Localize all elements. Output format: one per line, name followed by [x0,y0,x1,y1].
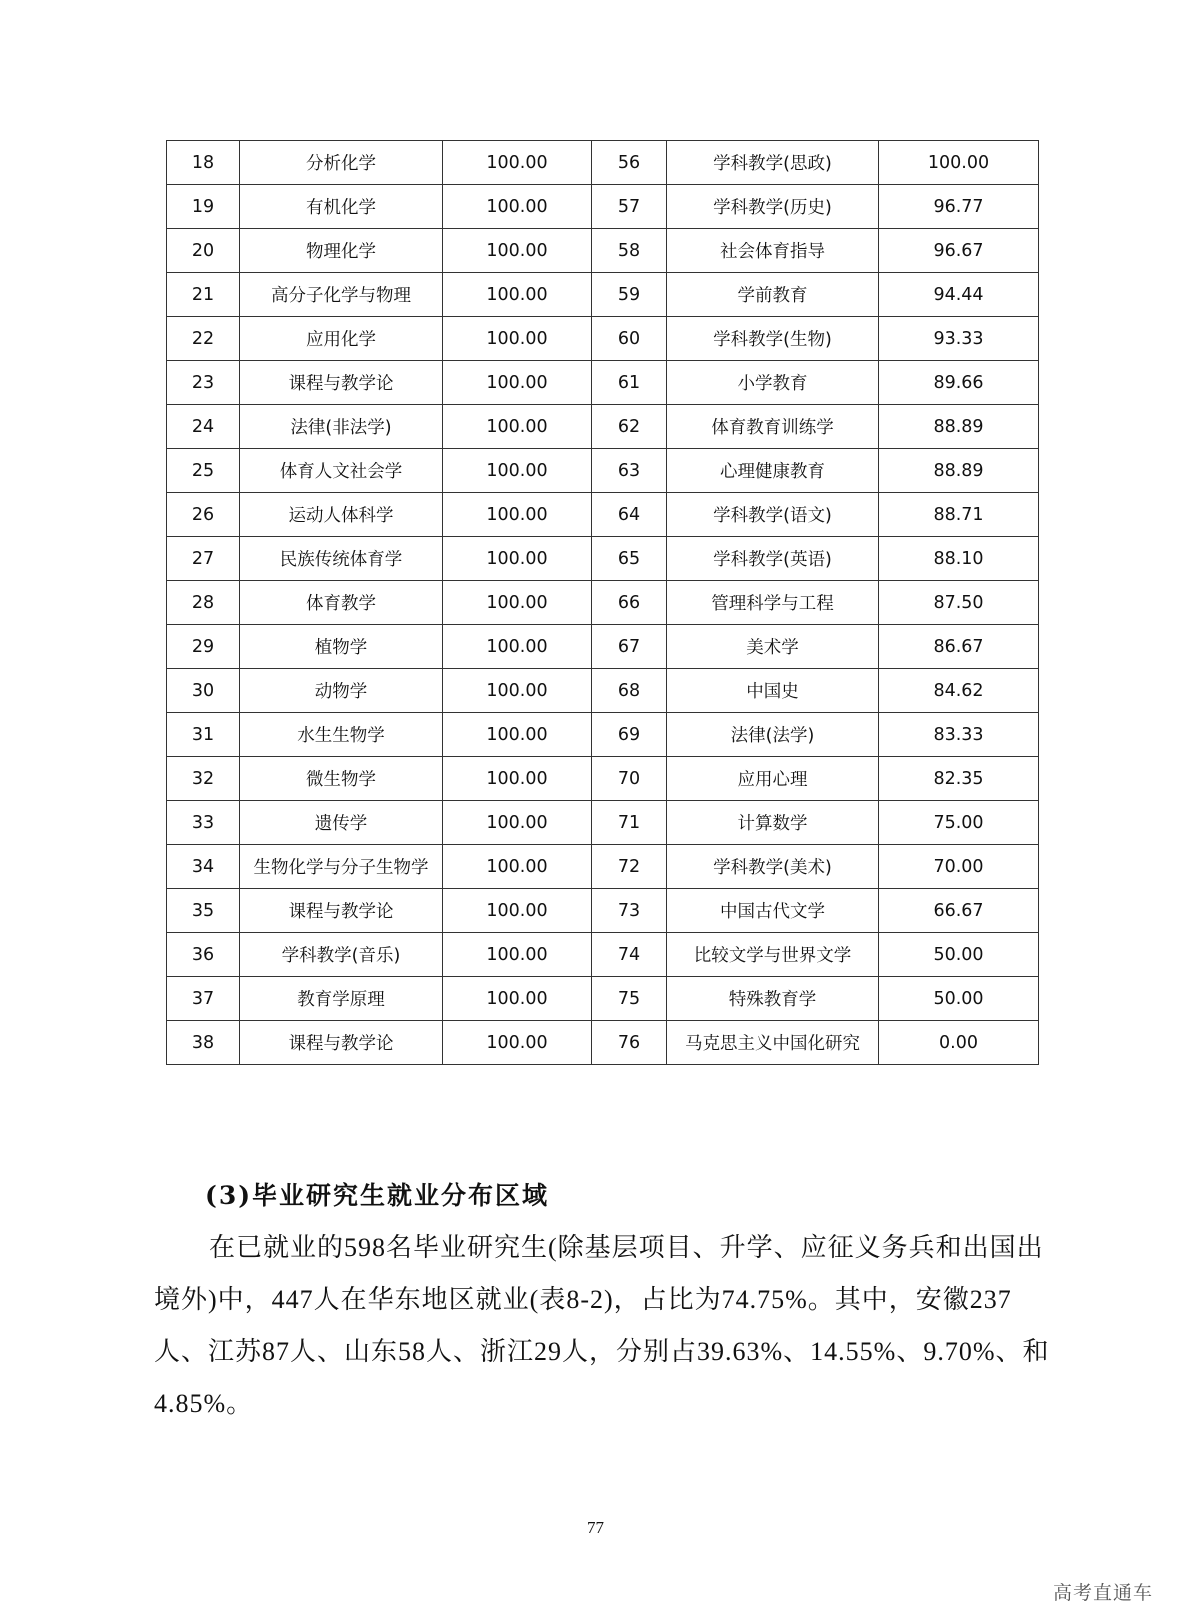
cell-employment-rate: 88.71 [879,493,1039,537]
cell-employment-rate: 100.00 [443,185,592,229]
section-paragraph: 在已就业的598名毕业研究生(除基层项目、升学、应征义务兵和出国出境外)中，447人在华东地区就业(表8-2)，占比为74.75%。其中，安徽237人、江苏87人、山东58人、浙江29人，分别占39.63%、14.55%、9.70%、和4.85%。 [154,1233,1050,1418]
table-row [167,757,1039,801]
cell-major-name: 植物学 [240,625,443,669]
cell-major-name: 学前教育 [667,273,879,317]
cell-employment-rate: 96.77 [879,185,1039,229]
cell-major-name: 特殊教育学 [667,977,879,1021]
cell-row-number: 68 [592,669,667,713]
cell-major-name: 体育教育训练学 [667,405,879,449]
cell-major-name: 分析化学 [240,141,443,185]
cell-major-name: 学科教学(美术) [667,845,879,889]
cell-major-name: 民族传统体育学 [240,537,443,581]
cell-row-number: 21 [167,273,240,317]
cell-major-name: 学科教学(思政) [667,141,879,185]
cell-employment-rate: 100.00 [443,405,592,449]
cell-employment-rate: 50.00 [879,933,1039,977]
cell-employment-rate: 100.00 [443,977,592,1021]
cell-major-name: 社会体育指导 [667,229,879,273]
cell-row-number: 69 [592,713,667,757]
cell-employment-rate: 96.67 [879,229,1039,273]
cell-row-number: 72 [592,845,667,889]
cell-employment-rate: 100.00 [443,801,592,845]
table-row [167,317,1039,361]
cell-major-name: 管理科学与工程 [667,581,879,625]
cell-row-number: 23 [167,361,240,405]
cell-row-number: 64 [592,493,667,537]
cell-major-name: 微生物学 [240,757,443,801]
table-row [167,713,1039,757]
cell-major-name: 学科教学(生物) [667,317,879,361]
cell-employment-rate: 87.50 [879,581,1039,625]
table-row [167,449,1039,493]
cell-row-number: 32 [167,757,240,801]
cell-row-number: 31 [167,713,240,757]
cell-employment-rate: 100.00 [443,933,592,977]
cell-row-number: 75 [592,977,667,1021]
cell-major-name: 计算数学 [667,801,879,845]
cell-row-number: 29 [167,625,240,669]
cell-row-number: 24 [167,405,240,449]
employment-rate-table [166,140,1039,1065]
cell-row-number: 26 [167,493,240,537]
cell-employment-rate: 93.33 [879,317,1039,361]
cell-row-number: 74 [592,933,667,977]
cell-major-name: 学科教学(音乐) [240,933,443,977]
cell-employment-rate: 50.00 [879,977,1039,1021]
table-row [167,933,1039,977]
cell-major-name: 教育学原理 [240,977,443,1021]
table-row [167,273,1039,317]
cell-employment-rate: 88.89 [879,449,1039,493]
cell-row-number: 58 [592,229,667,273]
table-row [167,581,1039,625]
cell-row-number: 25 [167,449,240,493]
cell-major-name: 应用心理 [667,757,879,801]
cell-row-number: 30 [167,669,240,713]
cell-row-number: 57 [592,185,667,229]
cell-major-name: 学科教学(英语) [667,537,879,581]
cell-major-name: 美术学 [667,625,879,669]
cell-row-number: 60 [592,317,667,361]
cell-employment-rate: 100.00 [443,273,592,317]
cell-row-number: 56 [592,141,667,185]
cell-row-number: 65 [592,537,667,581]
cell-major-name: 中国史 [667,669,879,713]
cell-employment-rate: 86.67 [879,625,1039,669]
cell-employment-rate: 100.00 [443,757,592,801]
cell-major-name: 心理健康教育 [667,449,879,493]
cell-employment-rate: 75.00 [879,801,1039,845]
cell-row-number: 63 [592,449,667,493]
cell-row-number: 61 [592,361,667,405]
cell-row-number: 33 [167,801,240,845]
cell-major-name: 水生生物学 [240,713,443,757]
table-row [167,889,1039,933]
table-row [167,977,1039,1021]
cell-row-number: 59 [592,273,667,317]
cell-employment-rate: 84.62 [879,669,1039,713]
cell-row-number: 37 [167,977,240,1021]
cell-major-name: 马克思主义中国化研究 [667,1021,879,1065]
cell-major-name: 动物学 [240,669,443,713]
cell-major-name: 运动人体科学 [240,493,443,537]
table-row [167,537,1039,581]
cell-major-name: 学科教学(历史) [667,185,879,229]
cell-employment-rate: 83.33 [879,713,1039,757]
cell-employment-rate: 0.00 [879,1021,1039,1065]
cell-employment-rate: 100.00 [443,1021,592,1065]
cell-employment-rate: 100.00 [443,493,592,537]
cell-major-name: 遗传学 [240,801,443,845]
table-row [167,141,1039,185]
cell-employment-rate: 100.00 [879,141,1039,185]
cell-major-name: 小学教育 [667,361,879,405]
cell-employment-rate: 100.00 [443,361,592,405]
cell-major-name: 课程与教学论 [240,1021,443,1065]
cell-employment-rate: 100.00 [443,625,592,669]
cell-employment-rate: 88.89 [879,405,1039,449]
cell-row-number: 28 [167,581,240,625]
cell-row-number: 35 [167,889,240,933]
cell-employment-rate: 100.00 [443,889,592,933]
cell-employment-rate: 70.00 [879,845,1039,889]
cell-major-name: 学科教学(语文) [667,493,879,537]
cell-employment-rate: 100.00 [443,449,592,493]
cell-employment-rate: 100.00 [443,141,592,185]
cell-row-number: 20 [167,229,240,273]
cell-row-number: 67 [592,625,667,669]
cell-major-name: 高分子化学与物理 [240,273,443,317]
cell-row-number: 71 [592,801,667,845]
cell-row-number: 22 [167,317,240,361]
cell-row-number: 18 [167,141,240,185]
cell-major-name: 生物化学与分子生物学 [240,845,443,889]
table-row [167,405,1039,449]
cell-employment-rate: 66.67 [879,889,1039,933]
cell-major-name: 体育教学 [240,581,443,625]
cell-row-number: 27 [167,537,240,581]
cell-row-number: 19 [167,185,240,229]
table-row [167,1021,1039,1065]
cell-row-number: 38 [167,1021,240,1065]
cell-row-number: 76 [592,1021,667,1065]
cell-employment-rate: 100.00 [443,581,592,625]
cell-major-name: 有机化学 [240,185,443,229]
section-heading: (3)毕业研究生就业分布区域 [205,1181,550,1210]
cell-major-name: 法律(非法学) [240,405,443,449]
cell-major-name: 法律(法学) [667,713,879,757]
table-row [167,493,1039,537]
cell-employment-rate: 100.00 [443,317,592,361]
cell-employment-rate: 100.00 [443,845,592,889]
cell-row-number: 34 [167,845,240,889]
cell-major-name: 体育人文社会学 [240,449,443,493]
cell-row-number: 73 [592,889,667,933]
table-row [167,801,1039,845]
cell-row-number: 70 [592,757,667,801]
cell-major-name: 比较文学与世界文学 [667,933,879,977]
cell-major-name: 中国古代文学 [667,889,879,933]
cell-employment-rate: 88.10 [879,537,1039,581]
table-row [167,229,1039,273]
cell-employment-rate: 89.66 [879,361,1039,405]
cell-employment-rate: 100.00 [443,537,592,581]
table-row [167,185,1039,229]
table-row [167,361,1039,405]
cell-row-number: 62 [592,405,667,449]
table-row [167,669,1039,713]
table-row [167,845,1039,889]
watermark-logo: 高考直通车 [1052,1582,1153,1604]
table-row [167,625,1039,669]
cell-major-name: 课程与教学论 [240,361,443,405]
page-number: 77 [587,1518,604,1537]
cell-employment-rate: 100.00 [443,669,592,713]
cell-major-name: 应用化学 [240,317,443,361]
cell-major-name: 物理化学 [240,229,443,273]
cell-row-number: 66 [592,581,667,625]
cell-employment-rate: 100.00 [443,229,592,273]
cell-employment-rate: 82.35 [879,757,1039,801]
cell-employment-rate: 100.00 [443,713,592,757]
cell-employment-rate: 94.44 [879,273,1039,317]
cell-row-number: 36 [167,933,240,977]
cell-major-name: 课程与教学论 [240,889,443,933]
